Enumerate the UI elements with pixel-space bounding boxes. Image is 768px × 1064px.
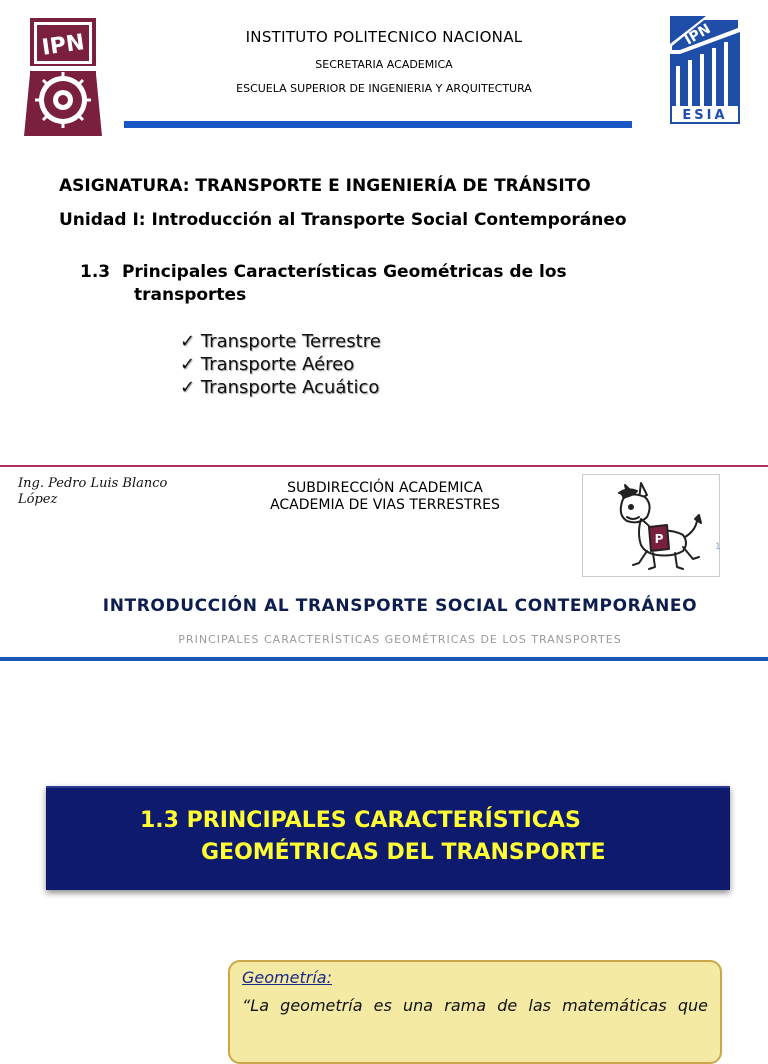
academia-label: ACADEMIA DE VIAS TERRESTRES <box>270 497 500 513</box>
checklist-item: ✓ Transporte Terrestre <box>180 331 381 352</box>
transport-checklist <box>180 330 381 399</box>
svg-text:IPN: IPN <box>40 30 87 61</box>
header-rule <box>124 121 632 128</box>
check-icon: ✓ <box>180 354 196 375</box>
unidad-title: Unidad I: Introducción al Transporte Social Contemporáneo <box>59 210 627 230</box>
institution-name: INSTITUTO POLITECNICO NACIONAL <box>245 28 523 46</box>
slide-divider <box>0 465 768 467</box>
svg-text:ESIA: ESIA <box>682 108 728 123</box>
subdireccion-label: SUBDIRECCIÓN ACADEMICA <box>287 480 483 496</box>
definition-text: “La geometría es una rama de las matemáticas que <box>242 996 708 1015</box>
footer-rule <box>0 657 768 661</box>
donkey-mascot-icon <box>583 475 719 576</box>
definition-title: Geometría: <box>242 968 332 987</box>
mascot-image <box>582 474 720 577</box>
section-title-line2: transportes <box>134 285 247 305</box>
esia-logo <box>668 14 742 126</box>
author-name: Ing. Pedro Luis Blanco López <box>18 476 168 507</box>
check-icon: ✓ <box>180 331 196 352</box>
intro-title: INTRODUCCIÓN AL TRANSPORTE SOCIAL CONTEMPORÁNEO <box>102 596 698 616</box>
secretaria-name: SECRETARIA ACADEMICA <box>315 58 453 71</box>
section-number: 1.3 <box>80 262 111 282</box>
svg-text:IPN: IPN <box>682 21 714 49</box>
intro-subtitle: PRINCIPALES CARACTERÍSTICAS GEOMÉTRICAS DE LOS TRANSPORTES <box>178 633 622 646</box>
check-icon: ✓ <box>180 377 196 398</box>
asignatura <box>59 176 591 196</box>
section-banner <box>46 786 730 890</box>
slide-title <box>0 0 768 465</box>
page-number: 1 <box>715 542 721 552</box>
asignatura-label: ASIGNATURA <box>59 176 183 196</box>
escuela-name: ESCUELA SUPERIOR DE INGENIERIA Y ARQUITECTURA <box>236 82 532 95</box>
checklist-item: ✓ Transporte Aéreo <box>180 354 355 375</box>
banner-line1: 1.3 PRINCIPALES CARACTERÍSTICAS <box>140 808 581 833</box>
banner-line2: GEOMÉTRICAS DEL TRANSPORTE <box>201 840 606 865</box>
svg-text:P: P <box>654 532 664 546</box>
section-title-line1: Principales Características Geométricas de los <box>121 262 567 282</box>
section-heading <box>80 262 567 282</box>
checklist-item: ✓ Transporte Acuático <box>180 377 380 398</box>
asignatura-value: : TRANSPORTE E INGENIERÍA DE TRÁNSITO <box>182 176 591 196</box>
